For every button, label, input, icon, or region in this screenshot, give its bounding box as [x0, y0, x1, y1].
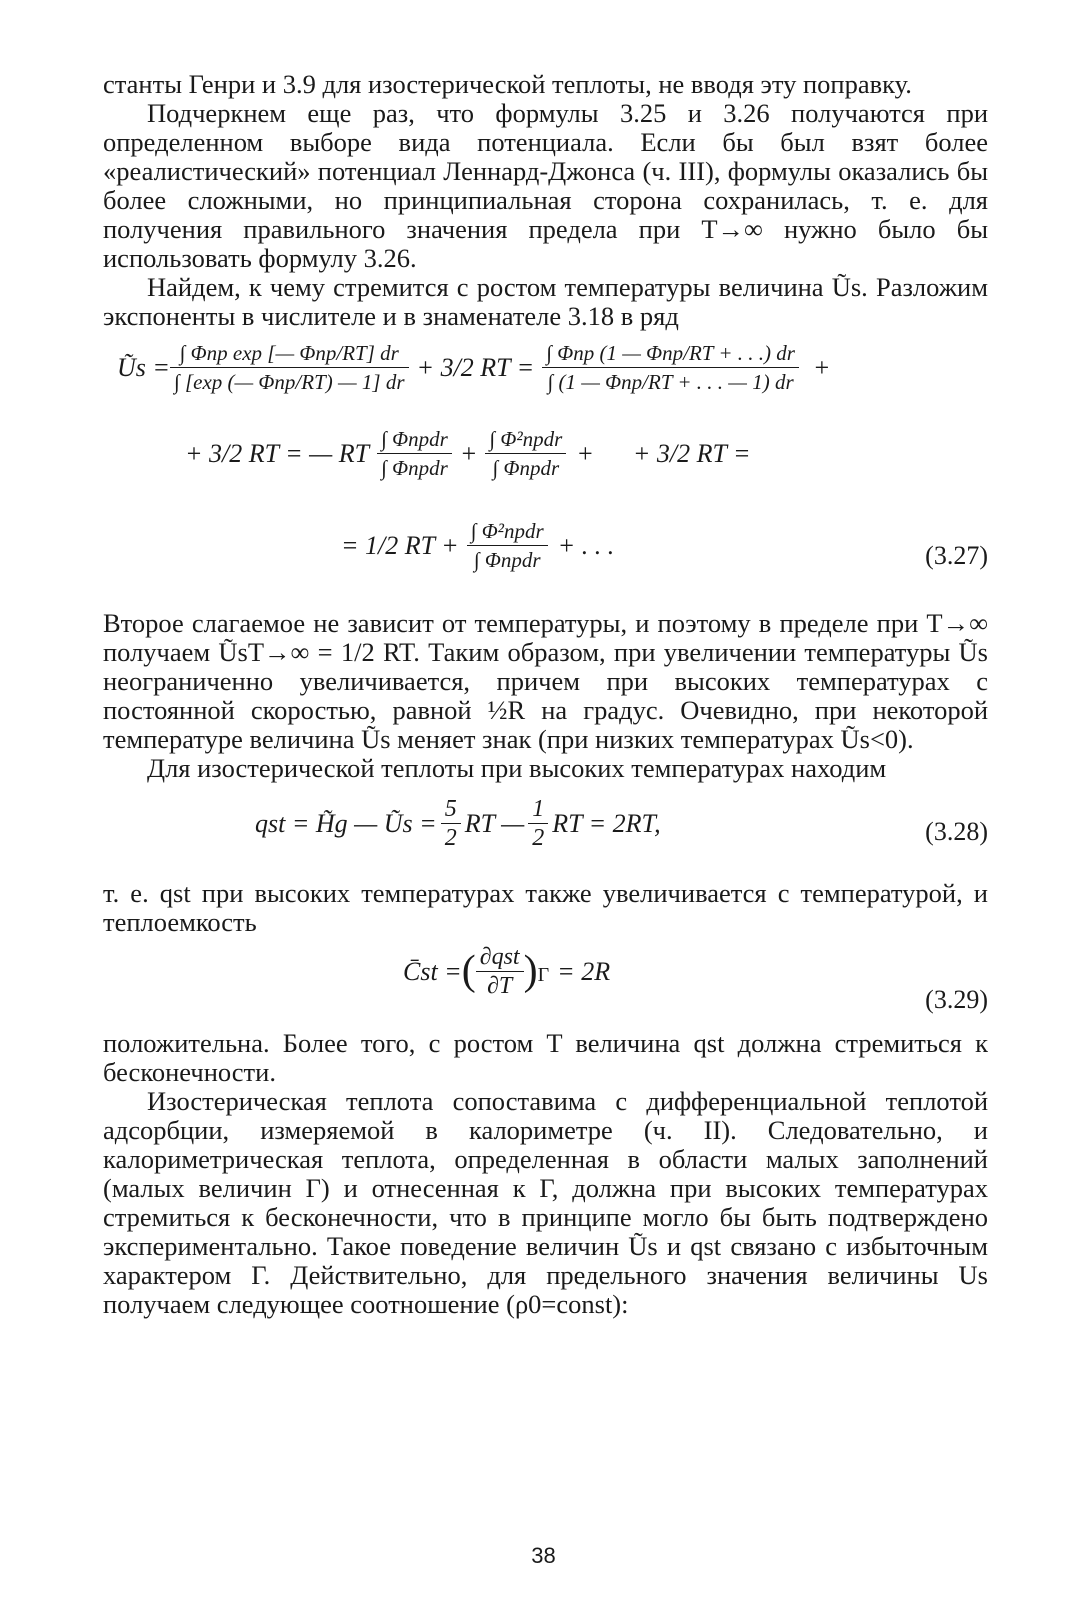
equation-3-27-line-3	[103, 511, 988, 603]
eq-lhs: Ũs =	[117, 353, 170, 382]
eq-denominator: 2	[532, 825, 545, 851]
eq-denominator: ∫ Φпрdr	[492, 456, 560, 480]
eq-term: + 3/2 RT =	[416, 353, 535, 382]
eq-term: +	[812, 353, 831, 382]
eq-fraction	[467, 517, 548, 574]
paragraph-8: Изостерическая теплота сопоставима с дифференциальной теплотой адсорбции, измеряемой в калориметре (ч. II). Следовательно, и калориметрическая теплота, определенная в области малых заполнений (малых величин Г) и отнесенная к Г, должна при высоких температурах стремиться к бесконечности, что в принципе могло бы быть подтверждено экспериментально. Такое поведение величин Ũs и qst связано с избыточным характером Г. Действительно, для предельного значения величины Us получаем следующее соотношение (ρ0=const):	[103, 1086, 988, 1319]
paragraph-4: Второе слагаемое не зависит от температуры, и поэтому в пределе при T→∞ получаем ŨsT→∞ = 1/2 RT. Таким образом, при увеличении температуры Ũs неограниченно увеличивается, причем при высоких температурах с постоянной скоростью, равной ½R на градус. Очевидно, при некоторой температуре величина Ũs меняет знак (при низких температурах Ũs<0).	[103, 608, 988, 754]
eq-term: + 3/2 RT = — RT	[185, 439, 370, 468]
eq-numerator: ∫ Φпр exp [— Φпр/RT] dr	[170, 339, 409, 368]
paragraph-1: станты Генри и 3.9 для изостерической теплоты, не вводя эту поправку.	[103, 69, 912, 99]
eq-denominator: 2	[444, 825, 457, 851]
eq-denominator: ∫ Φпрdr	[381, 456, 448, 480]
eq-numerator: 5	[441, 795, 461, 824]
eq-term: + + 3/2 RT =	[576, 439, 751, 468]
equation-3-29	[103, 937, 988, 1029]
eq-right-paren: )	[523, 948, 538, 994]
eq-denominator: ∂T	[487, 973, 513, 999]
page-number: 38	[531, 1543, 556, 1568]
equation-3-27-line-1	[103, 331, 988, 419]
eq-denominator: ∫ Φпрdr	[473, 548, 541, 572]
equation-number-3-29: (3.29)	[925, 985, 988, 1014]
eq-numerator: ∫ Φпр (1 — Φпр/RT + . . .) dr	[542, 339, 799, 368]
eq-fraction	[441, 795, 461, 852]
eq-numerator: ∫ Φпрdr	[377, 425, 452, 454]
eq-term: +	[459, 439, 478, 468]
eq-numerator: ∫ Φ²прdr	[467, 517, 548, 546]
eq-numerator: ∫ Φ²прdr	[485, 425, 566, 454]
equation-number-3-27: (3.27)	[925, 541, 988, 570]
eq-term: = 1/2 RT +	[341, 531, 459, 560]
paragraph-2: Подчеркнем еще раз, что формулы 3.25 и 3.26 получаются при определенном выборе вида потенциала. Если бы был взят более «реалистический» потенциал Леннард-Джонса (ч. III), формулы оказались бы более сложными, но принципиальная сторона сохранилась, т. е. для получения правильного значения предела при T→∞ нужно было бы использовать формулу 3.26.	[103, 98, 988, 273]
eq-term: + . . .	[557, 531, 615, 560]
eq-term: = 2R	[557, 957, 611, 986]
paragraph-5: Для изостерической теплоты при высоких температурах находим	[147, 753, 887, 783]
eq-lhs: qst = H̃g — Ũs =	[255, 809, 437, 838]
eq-term: RT = 2RT,	[552, 809, 661, 838]
eq-fraction	[528, 795, 548, 852]
paragraph-6: т. е. qst при высоких температурах также увеличивается с температурой, и теплоемкость	[103, 878, 988, 937]
eq-term: RT —	[464, 809, 525, 838]
paragraph-3: Найдем, к чему стремится с ростом температуры величина Ũs. Разложим экспоненты в числителе и в знаменателе 3.18 в ряд	[103, 272, 988, 331]
eq-fraction	[542, 339, 799, 396]
paragraph-7: положительна. Более того, с ростом T величина qst должна стремиться к бесконечности.	[103, 1028, 988, 1087]
eq-lhs: C̄st =	[403, 957, 462, 986]
eq-fraction	[170, 339, 409, 396]
eq-fraction	[485, 425, 566, 482]
equation-3-28	[103, 783, 988, 879]
equation-3-27-line-2	[103, 419, 988, 511]
eq-left-paren: (	[461, 948, 476, 994]
eq-fraction	[377, 425, 452, 482]
eq-denominator: ∫ (1 — Φпр/RT + . . . — 1) dr	[547, 370, 794, 394]
page-body	[103, 70, 988, 1319]
eq-numerator: ∂qst	[476, 943, 524, 972]
eq-fraction	[476, 943, 524, 1000]
eq-denominator: ∫ [exp (— Φпр/RT) — 1] dr	[173, 370, 405, 394]
equation-number-3-28: (3.28)	[925, 817, 988, 846]
eq-numerator: 1	[528, 795, 548, 824]
eq-subscript: Г	[537, 964, 550, 986]
